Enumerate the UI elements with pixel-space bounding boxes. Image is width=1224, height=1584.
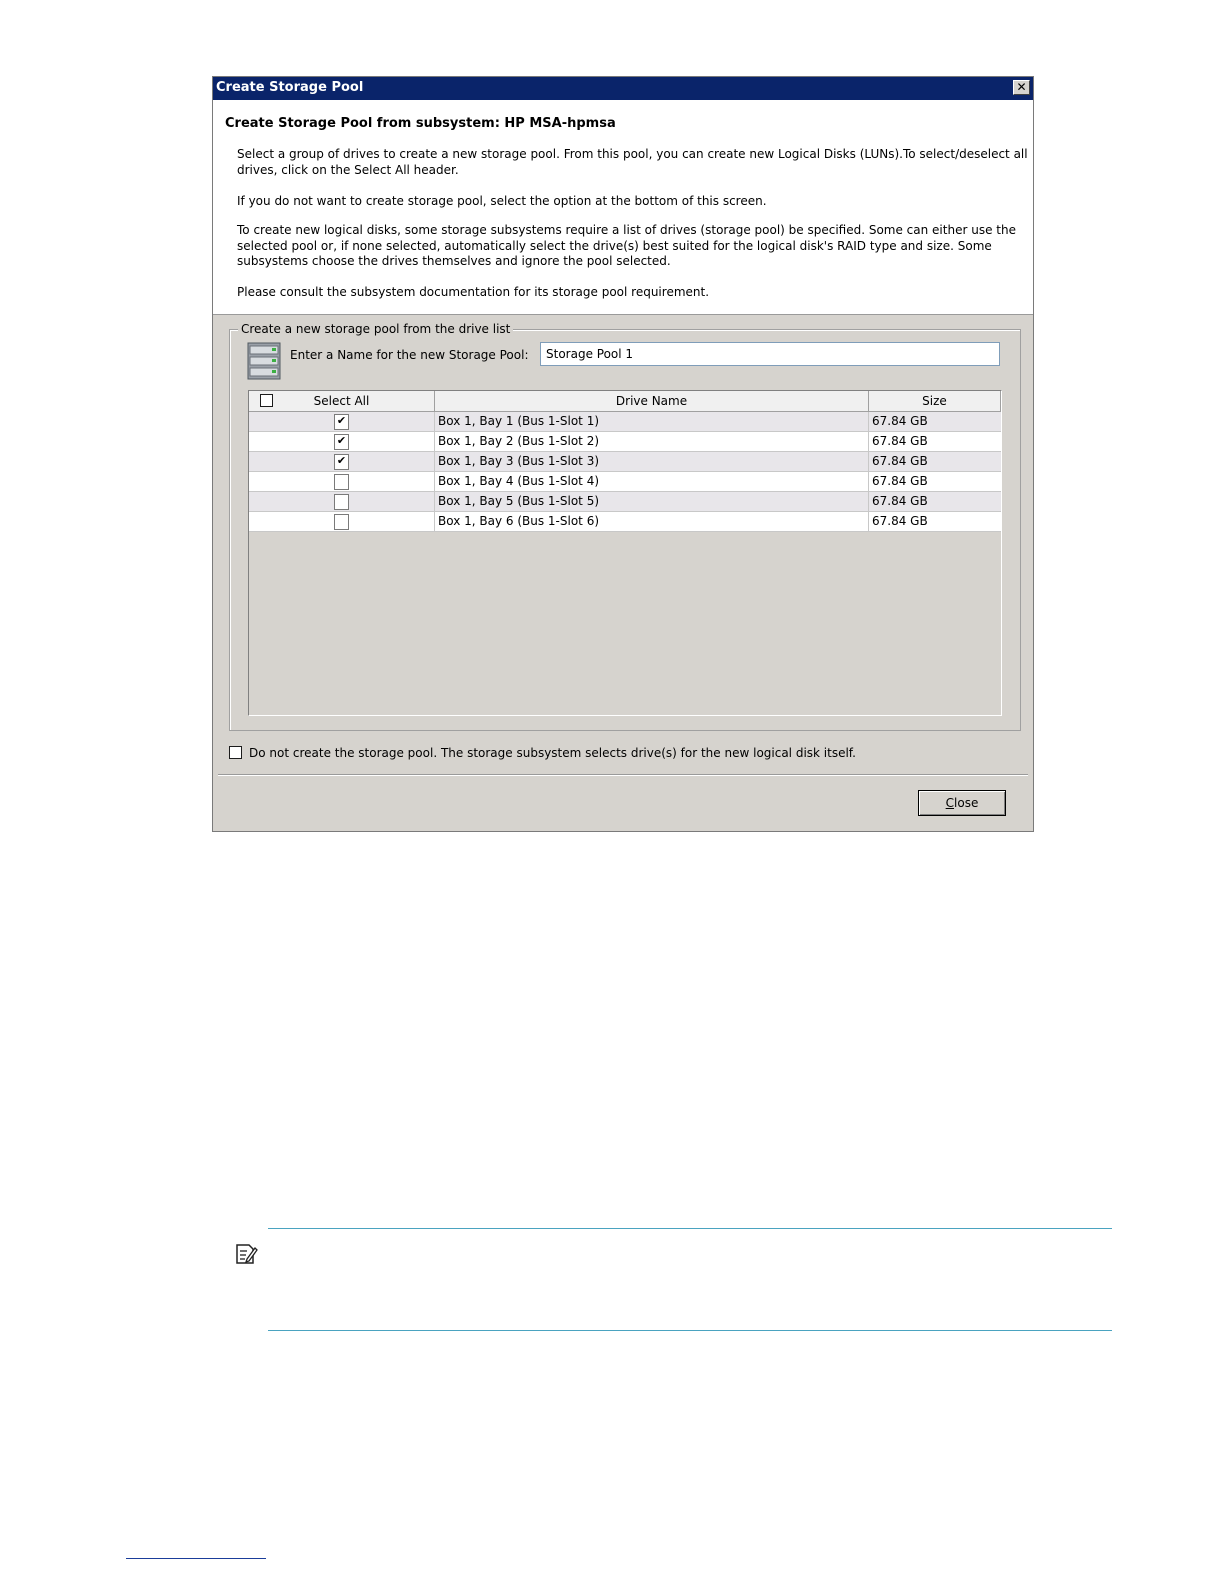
note-top-rule — [268, 1228, 1112, 1229]
dialog-title: Create Storage Pool — [216, 80, 364, 95]
no-pool-checkbox[interactable] — [229, 746, 242, 759]
create-storage-pool-dialog — [212, 76, 1034, 832]
table-row[interactable] — [249, 472, 1001, 492]
footer-rule — [126, 1558, 266, 1559]
drive-checkbox[interactable]: ✔ — [334, 414, 349, 430]
drive-name-cell: Box 1, Bay 6 (Bus 1-Slot 6) — [435, 512, 869, 531]
table-row[interactable] — [249, 512, 1001, 532]
button-separator — [218, 774, 1028, 776]
drive-list-groupbox — [229, 322, 1021, 731]
table-row[interactable] — [249, 452, 1001, 472]
drive-checkbox[interactable] — [334, 494, 349, 510]
size-cell: 67.84 GB — [872, 514, 928, 528]
drive-grid — [248, 390, 1002, 716]
grid-header — [249, 391, 1001, 412]
note-bottom-rule — [268, 1330, 1112, 1331]
size-cell: 67.84 GB — [872, 494, 928, 508]
dialog-heading: Create Storage Pool from subsystem: HP MSA-hpmsa — [225, 116, 616, 131]
close-icon[interactable]: ✕ — [1013, 80, 1030, 95]
select-cell — [249, 472, 435, 491]
table-row[interactable] — [249, 412, 1001, 432]
size-cell: 67.84 GB — [872, 454, 928, 468]
select-cell — [249, 492, 435, 511]
select-all-checkbox[interactable] — [260, 394, 273, 407]
drive-name-cell: Box 1, Bay 1 (Bus 1-Slot 1) — [435, 412, 869, 431]
drive-checkbox[interactable] — [334, 514, 349, 530]
title-bar[interactable] — [213, 77, 1033, 100]
storage-pool-icon — [247, 342, 281, 380]
close-button-label: lose — [954, 796, 979, 810]
select-cell — [249, 412, 435, 431]
close-button-mnemonic: C — [945, 796, 955, 810]
size-cell: 67.84 GB — [872, 474, 928, 488]
instruction-paragraph: Please consult the subsystem documentation for its storage pool requirement. — [237, 285, 710, 299]
drive-checkbox[interactable]: ✔ — [334, 454, 349, 470]
close-button[interactable] — [918, 790, 1006, 816]
select-all-label: Select All — [313, 394, 370, 408]
drive-checkbox[interactable]: ✔ — [334, 434, 349, 450]
no-pool-label: Do not create the storage pool. The storage subsystem selects drive(s) for the new logical disk itself. — [249, 746, 856, 760]
table-row[interactable] — [249, 432, 1001, 452]
size-cell: 67.84 GB — [872, 434, 928, 448]
drive-name-cell: Box 1, Bay 3 (Bus 1-Slot 3) — [435, 452, 869, 471]
groupbox-legend: Create a new storage pool from the drive list — [238, 322, 513, 336]
instruction-paragraph: Select a group of drives to create a new storage pool. From this pool, you can create new Logical Disks (LUNs).To select/deselect all drives, click on the Select All header. — [237, 147, 1028, 177]
size-header[interactable]: Size — [869, 391, 1001, 412]
drive-name-cell: Box 1, Bay 4 (Bus 1-Slot 4) — [435, 472, 869, 491]
select-cell — [249, 512, 435, 531]
instructions-panel — [213, 100, 1033, 315]
note-icon — [234, 1242, 258, 1266]
size-cell: 67.84 GB — [872, 414, 928, 428]
select-cell — [249, 432, 435, 451]
instruction-paragraph: To create new logical disks, some storage subsystems require a list of drives (storage pool) be specified. Some can either use the selected pool or, if none selected, automatically select the drive(s) best suited for the logical disk's RAID type and size. Some subsystems choose the drives themselves and ignore the pool selected. — [237, 223, 1016, 268]
drive-name-cell: Box 1, Bay 2 (Bus 1-Slot 2) — [435, 432, 869, 451]
drive-checkbox[interactable] — [334, 474, 349, 490]
drive-name-header[interactable]: Drive Name — [435, 391, 869, 412]
select-all-header[interactable] — [249, 391, 435, 412]
select-cell — [249, 452, 435, 471]
drive-name-cell: Box 1, Bay 5 (Bus 1-Slot 5) — [435, 492, 869, 511]
table-row[interactable] — [249, 492, 1001, 512]
instruction-paragraph: If you do not want to create storage pool, select the option at the bottom of this screen. — [237, 194, 767, 208]
drive-rows — [249, 412, 1001, 532]
pool-name-label: Enter a Name for the new Storage Pool: — [290, 348, 529, 362]
pool-name-input[interactable] — [540, 342, 1000, 366]
